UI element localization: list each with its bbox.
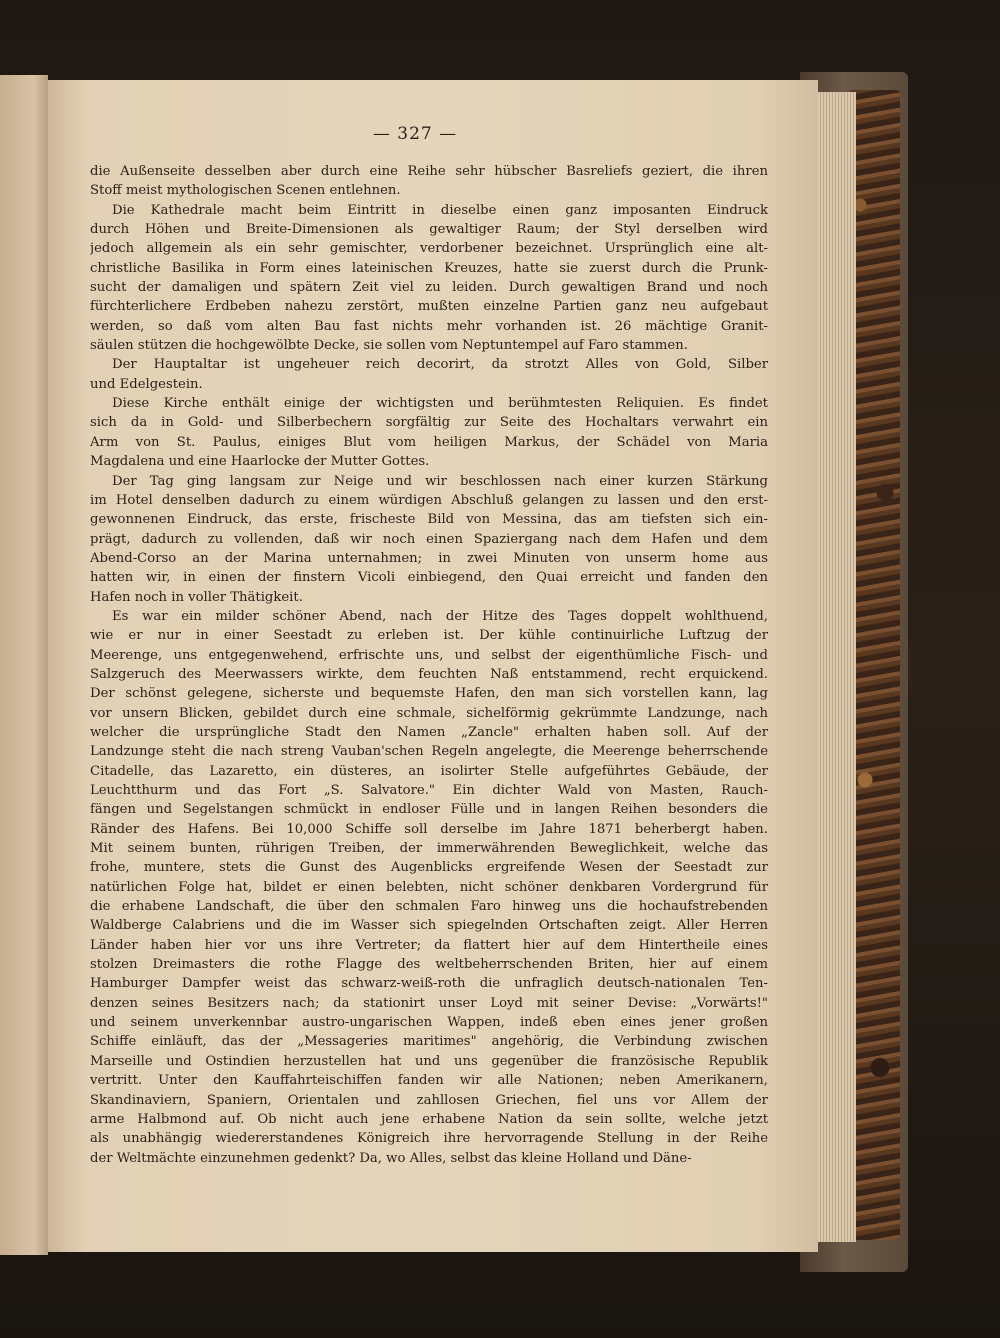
text-line: Abend-Corso an der Marina unternahmen; in zwei Minuten von unserm home aus (90, 550, 768, 566)
text-line: der Weltmächte einzunehmen gedenkt? Da, wo Alles, selbst das kleine Holland und Däne- (90, 1150, 692, 1166)
text-line: denzen seines Besitzers nach; da stationirt unser Loyd mit seiner Devise: „Vorwärts!" (90, 995, 768, 1011)
page-stack-edges (812, 92, 856, 1242)
text-line: fürchterlichere Erdbeben nahezu zerstört, mußten einzelne Partien ganz neu aufgebaut (90, 299, 768, 315)
marbled-edge (850, 90, 900, 1240)
text-line: säulen stützen die hochgewölbte Decke, sie sollen vom Neptuntempel auf Faro stammen. (90, 338, 688, 354)
text-line: stolzen Dreimasters die rothe Flagge des weltbeherrschenden Briten, hier auf einem (90, 957, 768, 973)
text-line: Salzgeruch des Meerwassers wirkte, dem feuchten Naß entstammend, recht erquickend. (90, 666, 768, 682)
text-line: Der Tag ging langsam zur Neige und wir beschlossen nach einer kurzen Stärkung (112, 473, 768, 489)
text-line: als unabhängig wiedererstandenes Königreich ihre hervorragende Stellung in der Reihe (90, 1131, 768, 1147)
text-line: frohe, muntere, stets die Gunst des Augenblicks ergreifende Wesen der Seestadt zur (90, 860, 768, 876)
text-line: sucht der damaligen und spätern Zeit viel zu leiden. Durch gewaltigen Brand und noch (90, 280, 768, 296)
previous-page-edge (0, 75, 48, 1255)
text-line: Ränder des Hafens. Bei 10,000 Schiffe soll derselbe im Jahre 1871 beherbergt haben. (90, 821, 768, 837)
text-line: vor unsern Blicken, gebildet durch eine schmale, sichelförmig gekrümmte Landzunge, nach (90, 705, 768, 721)
text-line: welcher die ursprüngliche Stadt den Namen „Zancle" erhalten haben soll. Auf der (90, 724, 768, 740)
text-line: und Edelgestein. (90, 376, 203, 392)
text-line: werden, so daß vom alten Bau fast nichts mehr vorhanden ist. 26 mächtige Granit- (90, 318, 768, 334)
text-line: Hamburger Dampfer weist das schwarz-weiß-roth die unfraglich deutsch-nationalen Ten- (90, 976, 768, 992)
text-line: vertritt. Unter den Kauffahrteischiffen fanden wir alle Nationen; neben Amerikanern, (90, 1073, 768, 1089)
text-line: arme Halbmond auf. Ob nicht auch jene erhabene Nation da sein sollte, welche jetzt (90, 1111, 768, 1127)
text-line: gewonnenen Eindruck, das erste, frischeste Bild von Messina, das am tiefsten sich ein- (90, 512, 768, 528)
text-line: Arm von St. Paulus, einiges Blut vom heiligen Markus, der Schädel von Maria (90, 434, 768, 450)
text-line: sich da in Gold- und Silberbechern sorgfältig zur Seite des Hochaltars verwahrt ein (90, 415, 768, 431)
text-line: Leuchtthurm und das Fort „S. Salvatore." Ein dichter Wald von Masten, Rauch- (90, 783, 768, 798)
page-number: — 327 — (372, 124, 458, 144)
text-line: Schiffe einläuft, das der „Messageries maritimes" angehörig, die Verbindung zwischen (90, 1034, 768, 1050)
text-line: prägt, dadurch zu vollenden, daß wir noch einen Spaziergang nach dem Hafen und dem (90, 531, 768, 547)
text-line: Der schönst gelegene, sicherste und bequemste Hafen, den man sich vorstellen kann, lag (90, 686, 768, 702)
text-line: Länder haben hier vor uns ihre Vertreter; da flattert hier auf dem Hintertheile eines (90, 937, 768, 953)
text-line: Mit seinem bunten, rührigen Treiben, der immerwährenden Beweglichkeit, welche das (90, 841, 768, 857)
text-line: durch Höhen und Breite-Dimensionen als gewaltiger Raum; der Styl derselben wird (90, 222, 768, 238)
text-line: Die Kathedrale macht beim Eintritt in dieselbe einen ganz imposanten Eindruck (112, 202, 768, 218)
text-line: Diese Kirche enthält einige der wichtigsten und berühmtesten Reliquien. Es findet (112, 396, 768, 412)
text-line: Skandinaviern, Spaniern, Orientalen und zahllosen Griechen, fiel uns vor Allem der (90, 1092, 768, 1108)
text-line: jedoch allgemein als ein sehr gemischter, verdorbener bezeichnet. Ursprünglich eine alt- (90, 241, 768, 257)
text-line: Der Hauptaltar ist ungeheuer reich decorirt, da strotzt Alles von Gold, Silber (112, 357, 768, 373)
text-line: Meerenge, uns entgegenwehend, erfrischte uns, und selbst der eigenthümliche Fisch- und (90, 647, 768, 663)
text-line: Es war ein milder schöner Abend, nach der Hitze des Tages doppelt wohlthuend, (112, 608, 768, 624)
text-line: wie er nur in einer Seestadt zu erleben ist. Der kühle continuirliche Luftzug der (90, 628, 768, 644)
text-line: Waldberge Calabriens und die im Wasser sich spiegelnden Ortschaften zeigt. Aller Herren (90, 918, 768, 934)
text-line: natürlichen Folge hat, bildet er einen belebten, nicht schöner denkbaren Vordergrund für (90, 879, 768, 895)
text-line: und seinem unverkennbar austro-ungarischen Wappen, indeß eben eines jener großen (90, 1015, 768, 1031)
text-line: fängen und Segelstangen schmückt in endloser Fülle und in langen Reihen besonders die (90, 802, 768, 818)
text-line: im Hotel denselben dadurch zu einem würdigen Abschluß gelangen zu lassen und den erst- (90, 492, 768, 508)
text-line: Hafen noch in voller Thätigkeit. (90, 589, 303, 605)
body-text (90, 162, 768, 1168)
text-line: die Außenseite desselben aber durch eine Reihe sehr hübscher Basreliefs geziert, die ihren (90, 164, 768, 179)
text-line: Citadelle, das Lazaretto, ein düsteres, an isolirter Stelle aufgeführtes Gebäude, der (90, 763, 768, 779)
text-line: Stoff meist mythologischen Scenen entlehnen. (90, 183, 401, 199)
text-line: Landzunge steht die nach streng Vauban'schen Regeln angelegte, die Meerenge beherrschende (90, 744, 768, 760)
text-line: hatten wir, in einen der finstern Vicoli einbiegend, den Quai erreicht und fanden den (90, 570, 768, 586)
text-line: die erhabene Landschaft, die über den schmalen Faro hinweg uns die hochaufstrebenden (90, 899, 768, 915)
text-line: Marseille und Ostindien herzustellen hat und uns gegenüber die französische Republik (90, 1053, 768, 1069)
text-line: Magdalena und eine Haarlocke der Mutter Gottes. (90, 454, 430, 470)
text-line: christliche Basilika in Form eines lateinischen Kreuzes, hatte sie zuerst durch die Prunk- (90, 260, 768, 276)
